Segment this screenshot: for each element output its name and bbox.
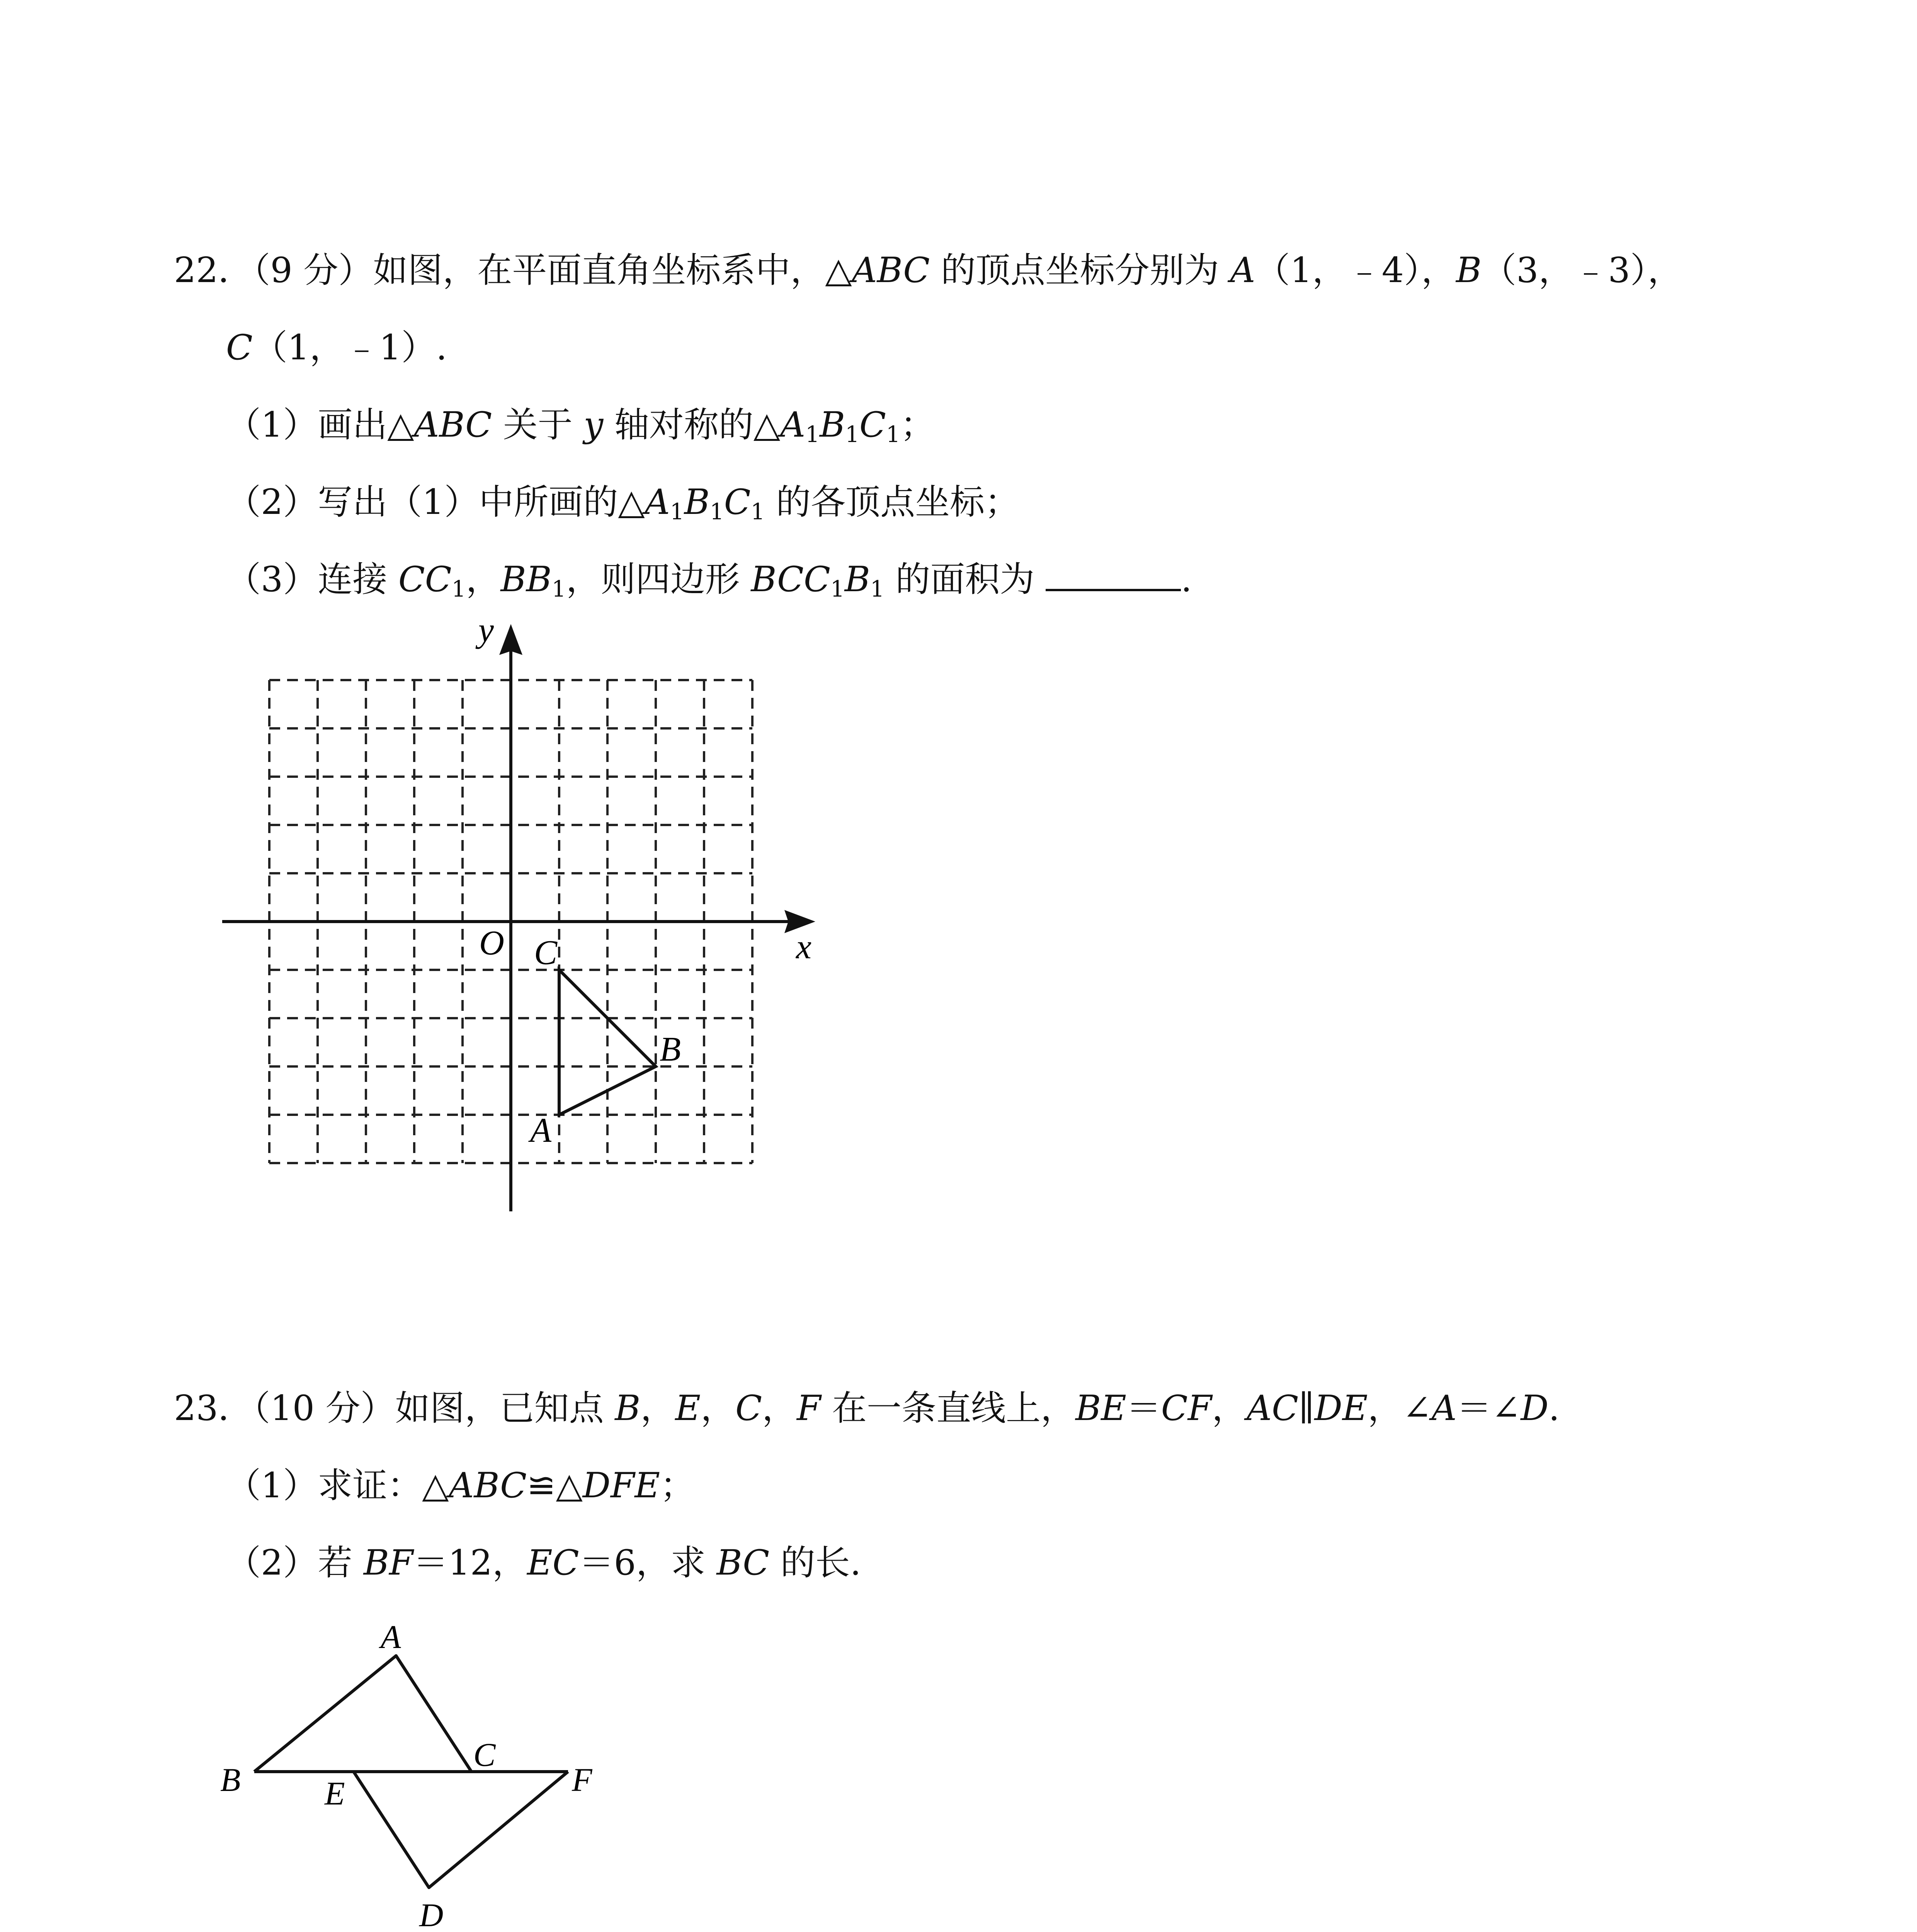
label-a: A — [381, 1618, 401, 1655]
label-e: E — [325, 1775, 345, 1812]
vertex-label-c: C — [534, 934, 558, 972]
vertex-label-a: A — [530, 1111, 551, 1150]
q23-subquestion-1: （1）求证：△ABC≌△DFE； — [226, 1465, 695, 1506]
q22-stem-line1: 22．（9 分）如图，在平面直角坐标系中，△ABC 的顶点坐标分别为 A（1，﹣4），B（3，﹣3）， — [174, 250, 1682, 291]
origin-label: O — [479, 924, 504, 962]
label-c: C — [473, 1736, 496, 1773]
q22-stem-line2: C（1，﹣1）. — [226, 327, 447, 368]
q22-number: 22． — [174, 250, 253, 291]
label-b: B — [220, 1761, 241, 1798]
label-d: D — [419, 1896, 444, 1932]
q22-points: （9 分） — [253, 250, 373, 291]
q22-subquestion-3: （3）连接 $CC_1$，$BB_1$，则四边形 $BCC_1B_1$ 的面积为 . — [226, 559, 1192, 602]
vertex-label-b: B — [660, 1030, 681, 1068]
q23-subquestion-2: （2）若 BF＝12，EC＝6，求 BC 的长. — [226, 1543, 861, 1583]
q22-subquestion-2: （2）写出（1）中所画的$\triangle A_1B_1C_1$ 的各顶点坐标； — [226, 482, 1020, 525]
y-axis-arrow — [499, 624, 522, 655]
y-axis-label: y — [478, 611, 494, 649]
q22-subquestion-1: （1）画出△ABC 关于 y 轴对称的$\triangle A_1B_1C_1$； — [226, 405, 935, 447]
label-f: F — [572, 1761, 592, 1798]
q23-stem: 23．（10 分）如图，已知点 B，E，C，F 在一条直线上，BE＝CF，AC∥DE，∠A＝∠D. — [174, 1388, 1560, 1429]
q23-number: 23． — [174, 1388, 253, 1429]
q23-points: （10 分） — [253, 1388, 395, 1429]
x-axis-label: x — [796, 928, 811, 966]
axes — [222, 645, 792, 1211]
